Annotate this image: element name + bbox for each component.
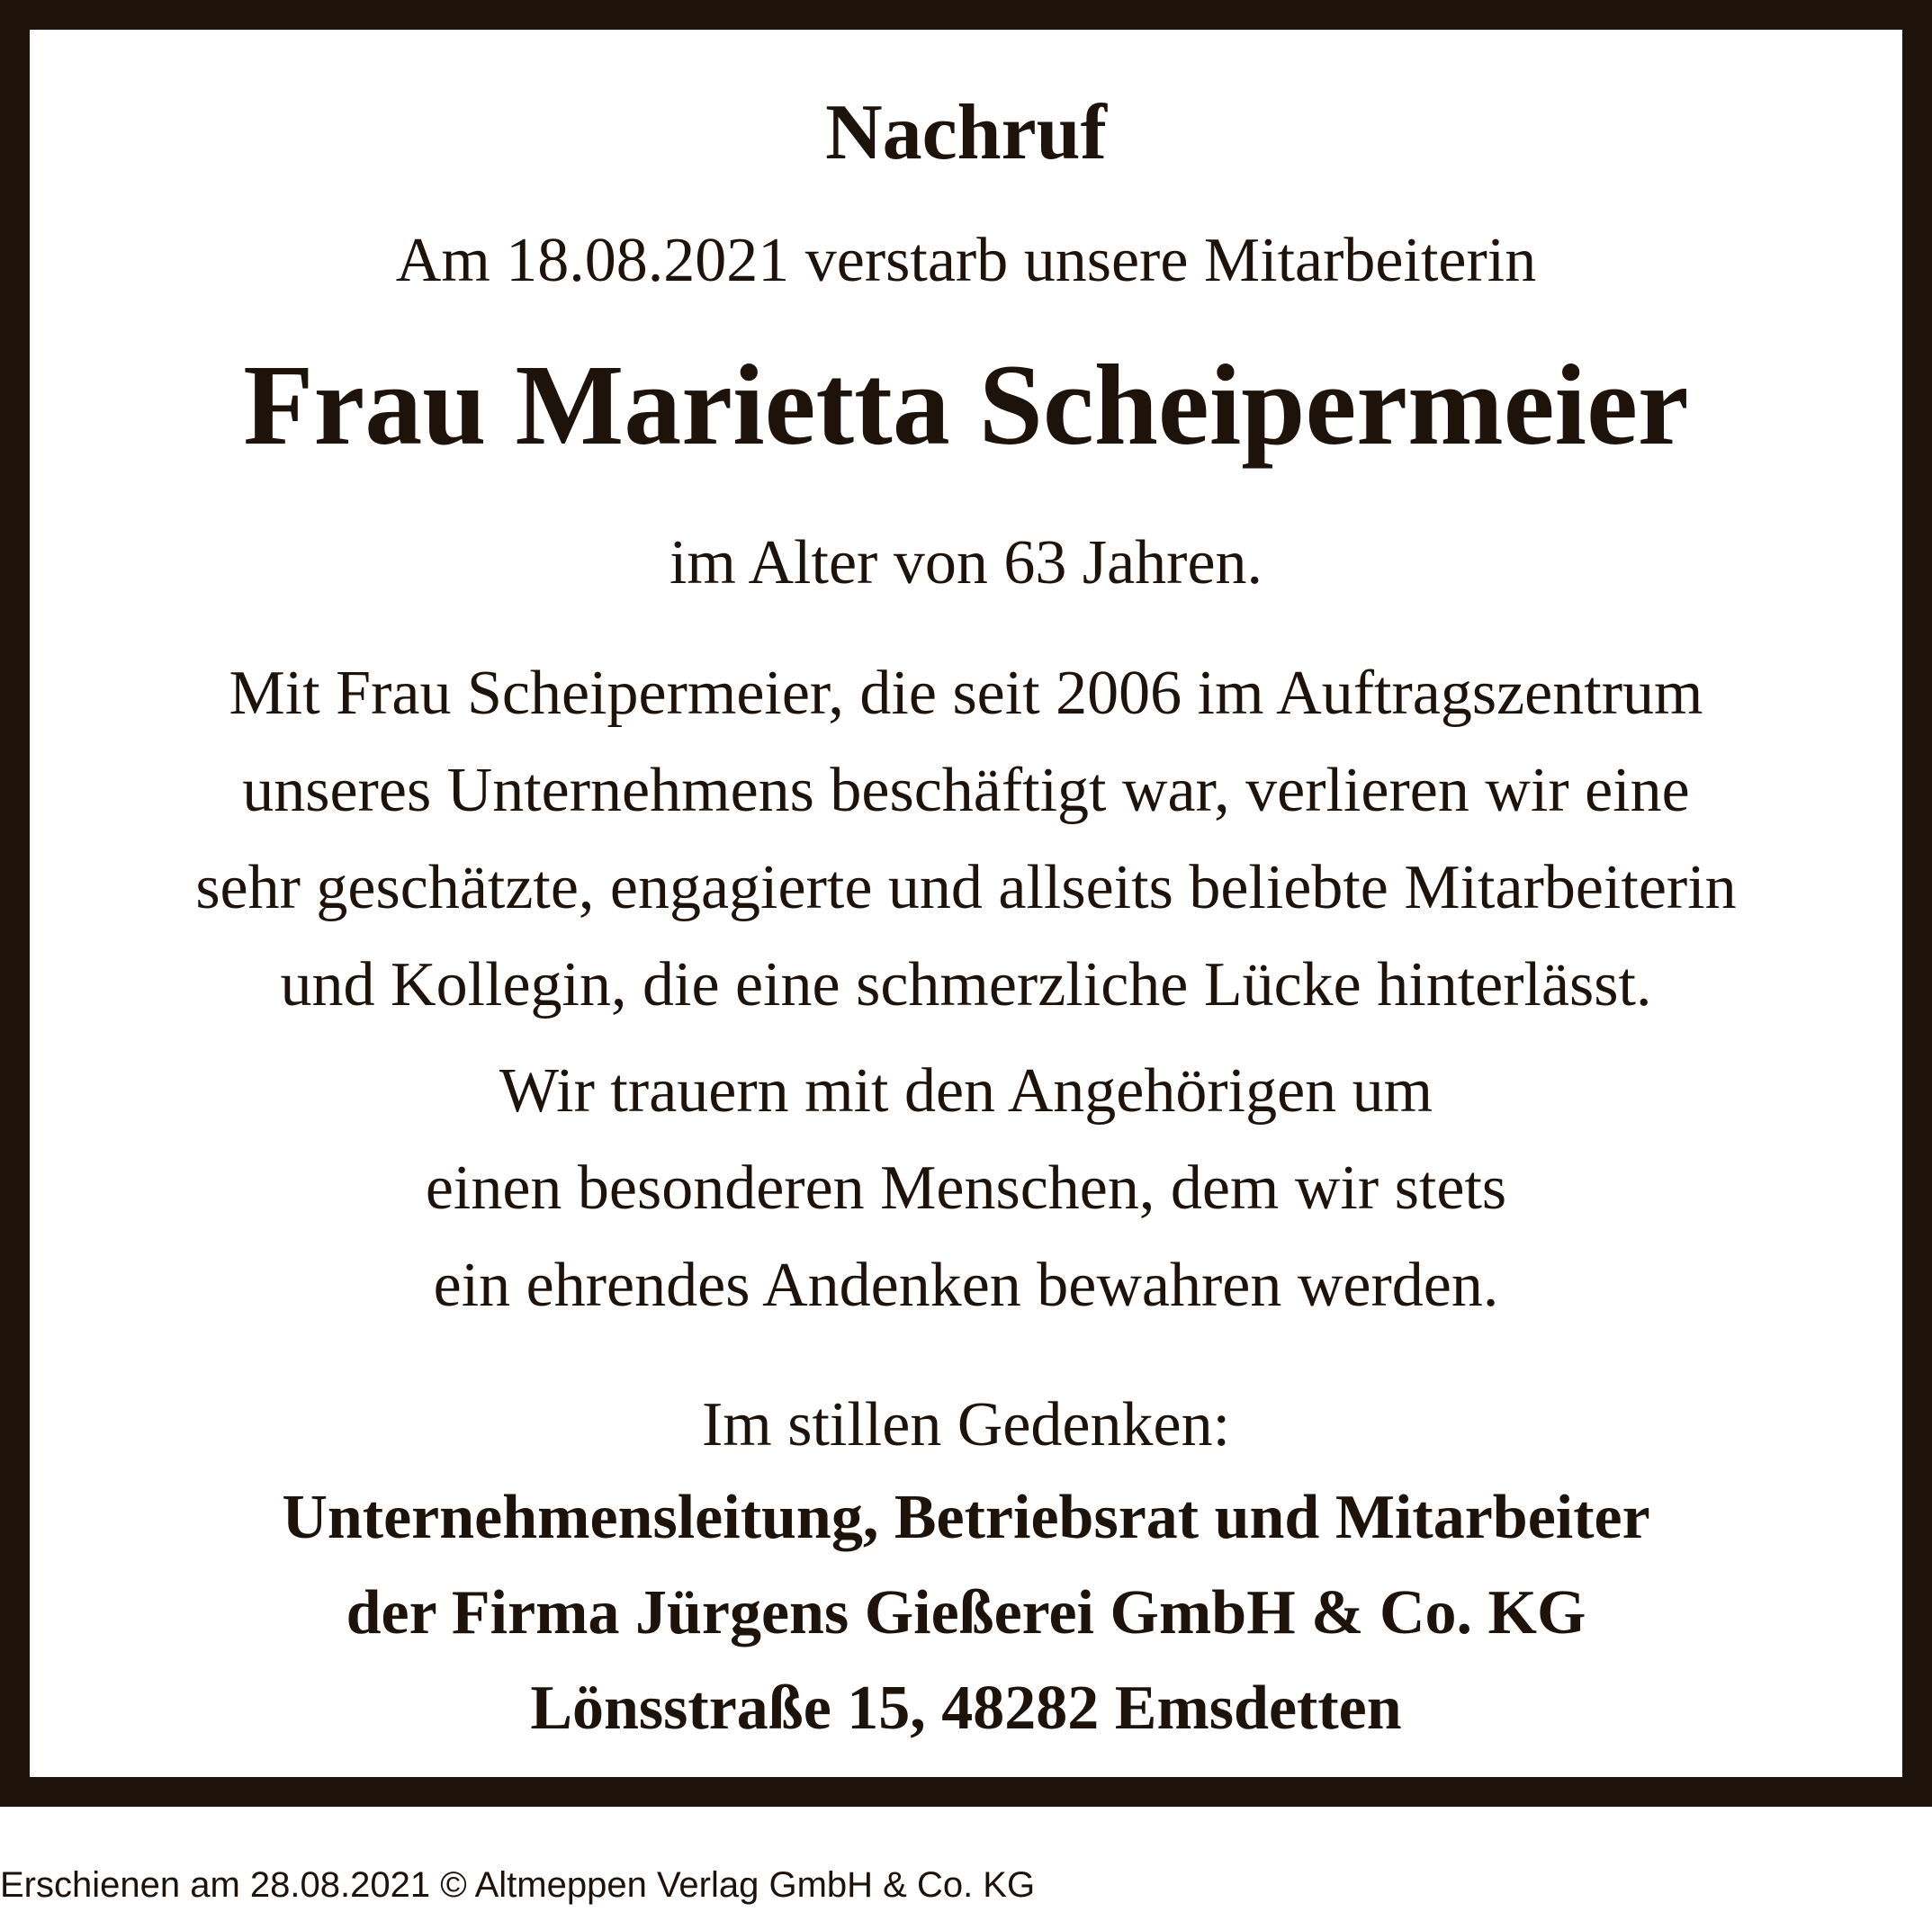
tribute-line: Mit Frau Scheipermeier, die seit 2006 im Auftragszentrum [229,659,1703,728]
mourning-line: ein ehrendes Andenken bewahren werden. [433,1251,1499,1320]
obituary-panel [30,30,1902,1777]
remembrance-line: Im stillen Gedenken: [701,1390,1231,1459]
obituary-intro: Am 18.08.2021 verstarb unsere Mitarbeiterin [395,226,1537,295]
tribute-paragraph [30,645,1902,1034]
signature-line: Unternehmensleitung, Betriebsrat und Mitarbeiter [282,1483,1650,1552]
tribute-line: sehr geschätzte, engagierte und allseits beliebte Mitarbeiterin [195,853,1737,922]
deceased-age: im Alter von 63 Jahren. [669,528,1263,597]
mourning-line: Wir trauern mit den Angehörigen um [499,1056,1433,1126]
signature-line: der Firma Jürgens Gießerei GmbH & Co. KG [346,1578,1586,1647]
publication-footer: Erschienen am 28.08.2021 © Altmeppen Verlag GmbH & Co. KG [0,1865,1036,1905]
mourning-paragraph [30,1043,1902,1334]
signature-block [30,1470,1902,1756]
tribute-line: und Kollegin, die eine schmerzliche Lücke hinterlässt. [280,950,1652,1019]
mourning-line: einen besonderen Menschen, dem wir stets [425,1153,1507,1223]
deceased-name: Frau Marietta Scheipermeier [243,341,1689,469]
tribute-line: unseres Unternehmens beschäftigt war, verlieren wir eine [242,756,1690,825]
signature-address: Lönsstraße 15, 48282 Emsdetten [530,1674,1402,1743]
obituary-heading: Nachruf [825,89,1107,176]
